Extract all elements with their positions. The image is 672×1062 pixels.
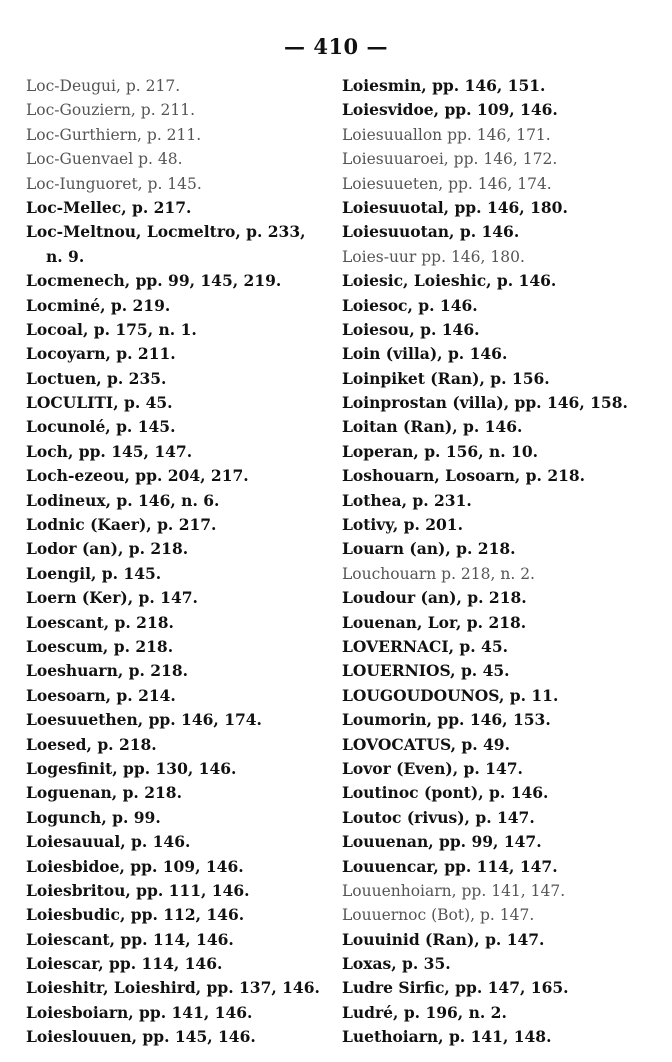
index-entry: Louchouarn p. 218, n. 2. [342, 564, 535, 583]
index-entry: Lodor (an), p. 218. [26, 539, 189, 559]
index-entry: Loch-ezeou, pp. 204, 217. [26, 466, 249, 486]
index-entry: Louuencar, pp. 114, 147. [342, 856, 558, 876]
page-number: — 410 — [284, 34, 388, 59]
index-entry: Lotivy, p. 201. [342, 515, 463, 535]
index-entry: Loies-uur pp. 146, 180. [342, 247, 525, 266]
index-entry: Loern (Ker), p. 147. [26, 588, 198, 608]
index-entry: Luethoiarn, p. 141, 148. [342, 1027, 552, 1047]
index-entry: Loiesuuallon pp. 146, 171. [342, 125, 551, 144]
index-entry: Loitan (Ran), p. 146. [342, 417, 523, 437]
index-entry: Ludre Sirfic, pp. 147, 165. [342, 978, 569, 998]
index-entry: Loiesoc, p. 146. [342, 295, 478, 315]
index-entry: Locunolé, p. 145. [26, 417, 176, 437]
index-entry: Loiesuueten, pp. 146, 174. [342, 174, 552, 193]
index-entry: Loescant, p. 218. [26, 612, 174, 632]
index-entry: Lovor (Even), p. 147. [342, 758, 523, 778]
index-entry: Loiesbritou, pp. 111, 146. [26, 880, 250, 900]
index-entry: Locminé, p. 219. [26, 295, 171, 315]
index-entry: Louuenhoiarn, pp. 141, 147. [342, 881, 566, 900]
index-entry: Locmenech, pp. 99, 145, 219. [26, 271, 282, 291]
index-entry: Loiesou, p. 146. [342, 319, 480, 339]
index-entry: LOVOCATUS, p. 49. [342, 734, 510, 754]
index-entry: Loudour (an), p. 218. [342, 588, 527, 608]
index-entry: Lothea, p. 231. [342, 490, 472, 510]
index-column-left [26, 74, 326, 1050]
index-entry: Louuenan, pp. 99, 147. [342, 832, 542, 852]
index-entry: Loescum, p. 218. [26, 636, 174, 656]
index-entry: Loc-Meltnou, Locmeltro, p. 233, [26, 222, 306, 242]
index-entry: Loiescar, pp. 114, 146. [26, 954, 223, 974]
index-entry: Louuernoc (Bot), p. 147. [342, 906, 535, 925]
index-entry: Loiesauual, p. 146. [26, 832, 191, 852]
index-entry: Loc-Guenvael p. 48. [26, 150, 183, 169]
index-entry: Loinprostan (villa), pp. 146, 158. [342, 393, 628, 413]
index-column-right [342, 74, 664, 1050]
index-entry: Loc-Mellec, p. 217. [26, 197, 192, 217]
index-entry: Loin (villa), p. 146. [342, 344, 508, 364]
index-entry: LOUERNIOS, p. 45. [342, 661, 510, 681]
index-entry: Loiesuuotal, pp. 146, 180. [342, 197, 568, 217]
index-entry: Loutinoc (pont), p. 146. [342, 783, 549, 803]
index-entry: Loesuuethen, pp. 146, 174. [26, 710, 262, 730]
index-entry: Loc-Deugui, p. 217. [26, 77, 181, 95]
index-entry: Loumorin, pp. 146, 153. [342, 710, 551, 730]
index-entry: Logunch, p. 99. [26, 807, 161, 827]
index-entry: Loieslouuen, pp. 145, 146. [26, 1027, 256, 1047]
index-entry: Logesfinit, pp. 130, 146. [26, 758, 237, 778]
index-entry: Loiescant, pp. 114, 146. [26, 929, 234, 949]
index-entry: Ludré, p. 196, n. 2. [342, 1002, 507, 1022]
index-entry: Loctuen, p. 235. [26, 368, 167, 388]
index-entry: Lodineux, p. 146, n. 6. [26, 490, 220, 510]
index-entry: Loieshitr, Loieshird, pp. 137, 146. [26, 978, 320, 998]
index-entry: Loesoarn, p. 214. [26, 685, 176, 705]
index-entry: Loxas, p. 35. [342, 954, 451, 974]
index-entry: Loiesmin, pp. 146, 151. [342, 76, 546, 95]
index-entry: Loc-Iunguoret, p. 145. [26, 174, 202, 193]
index-entry: Loperan, p. 156, n. 10. [342, 441, 539, 461]
index-entry: Loc-Gouziern, p. 211. [26, 101, 196, 120]
index-entry: Loch, pp. 145, 147. [26, 441, 193, 461]
index-entry: Loiesboiarn, pp. 141, 146. [26, 1002, 253, 1022]
index-entry: Louenan, Lor, p. 218. [342, 612, 527, 632]
index-entry: Louuinid (Ran), p. 147. [342, 929, 545, 949]
index-entry-continuation: n. 9. [46, 246, 85, 266]
index-entry: Locoal, p. 175, n. 1. [26, 319, 197, 339]
index-entry: Loiesic, Loieshic, p. 146. [342, 271, 557, 291]
index-entry: Loutoc (rivus), p. 147. [342, 807, 535, 827]
index-entry: Lodnic (Kaer), p. 217. [26, 515, 217, 535]
index-entry: Loguenan, p. 218. [26, 783, 182, 803]
index-entry: Louarn (an), p. 218. [342, 539, 516, 559]
index-entry: Loiesuuotan, p. 146. [342, 222, 520, 242]
index-entry: Locoyarn, p. 211. [26, 344, 176, 364]
index-entry: LOCULITI, p. 45. [26, 393, 173, 413]
index-entry: LOUGOUDOUNOS, p. 11. [342, 685, 559, 705]
index-entry: Loinpiket (Ran), p. 156. [342, 368, 550, 388]
index-entry: Loiesvidoe, pp. 109, 146. [342, 100, 558, 120]
index-entry: LOVERNACI, p. 45. [342, 636, 509, 656]
index-entry: Loengil, p. 145. [26, 563, 162, 583]
index-entry: Loiesbidoe, pp. 109, 146. [26, 856, 244, 876]
index-entry: Loiesuuaroei, pp. 146, 172. [342, 150, 558, 169]
index-entry: Loshouarn, Losoarn, p. 218. [342, 466, 586, 486]
index-entry: Loesed, p. 218. [26, 734, 157, 754]
index-entry: Loiesbudic, pp. 112, 146. [26, 905, 245, 925]
index-entry: Loeshuarn, p. 218. [26, 661, 189, 681]
index-entry: Loc-Gurthiern, p. 211. [26, 125, 202, 144]
